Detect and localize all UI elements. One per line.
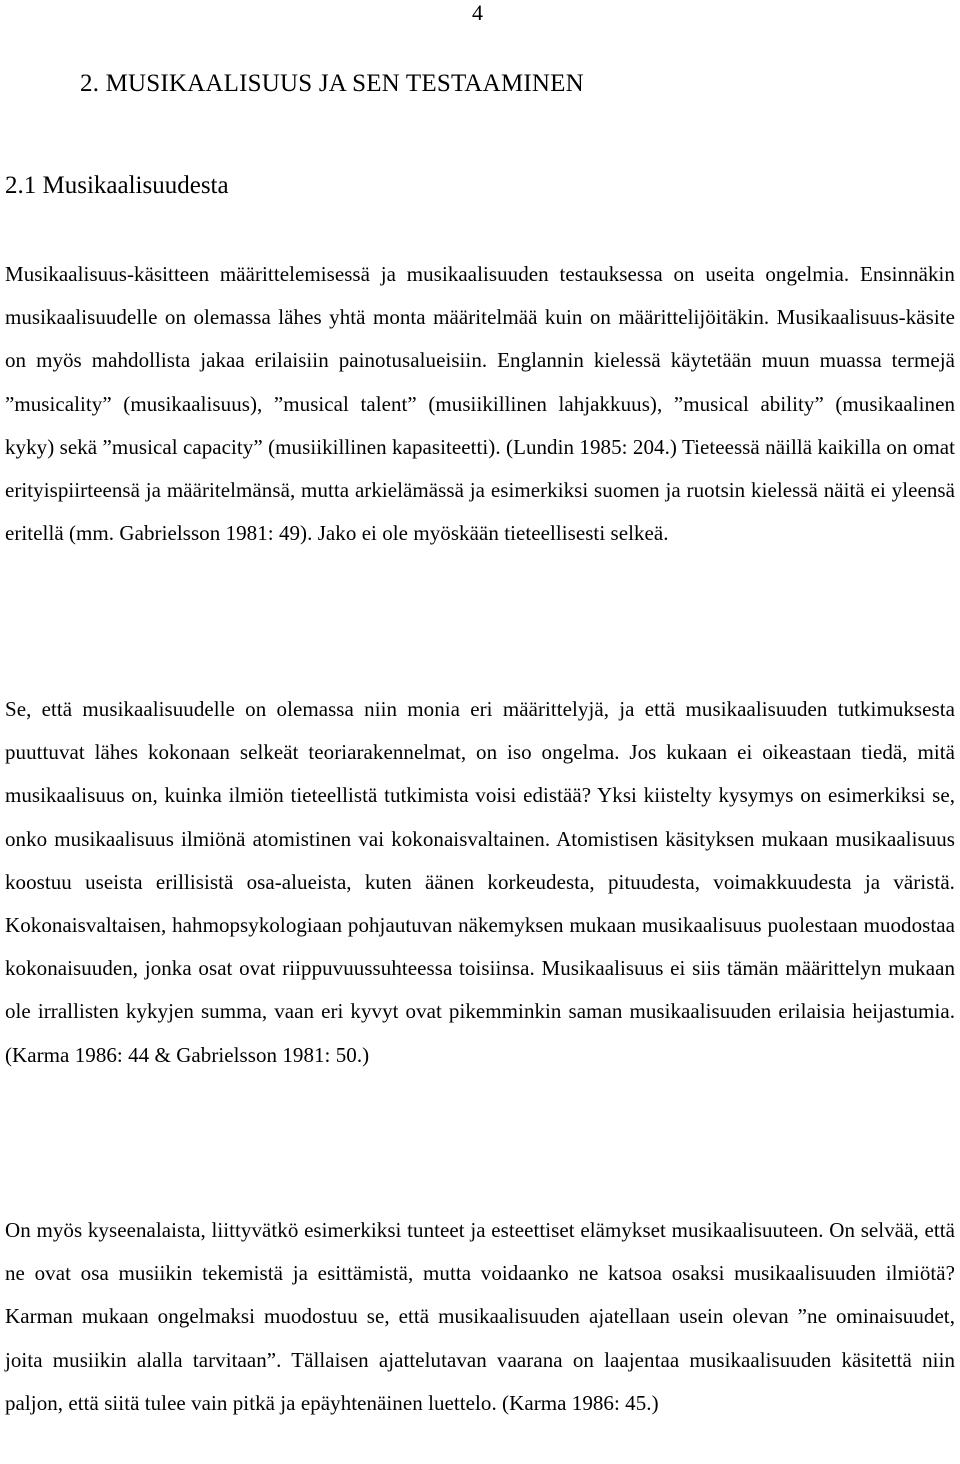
section-title: 2.1 Musikaalisuudesta [5, 172, 229, 199]
paragraph: On myös kyseenalaista, liittyvätkö esimerkiksi tunteet ja esteettiset elämykset musikaalisuuteen. On selvää, että ne ovat osa musiikin tekemistä ja esittämistä, mutta voidaanko ne katsoa osaksi musikaalisuuden ilmiötä? Karman mukaan ongelmaksi muodostuu se, että musikaalisuuden ajatellaan usein olevan ”ne ominaisuudet, joita musiikin alalla tarvitaan”. Tällaisen ajattelutavan vaarana on laajentaa musikaalisuuden käsitettä niin paljon, että siitä tulee vain pitkä ja epäyhtenäinen luettelo. (Karma 1986: 45.) [5, 1218, 955, 1415]
paragraph: Se, että musikaalisuudelle on olemassa niin monia eri määrittelyjä, ja että musikaalisuuden tutkimuksesta puuttuvat lähes kokonaan selkeät teoriarakennelmat, on iso ongelma. Jos kukaan ei oikeastaan tiedä, mitä musikaalisuus on, kuinka ilmiön tieteellistä tutkimista voisi edistää? Yksi kiistelty kysymys on esimerkiksi se, onko musikaalisuus ilmiönä atomistinen vai kokonaisvaltainen. Atomistisen käsityksen mukaan musikaalisuus koostuu useista erillisistä osa-alueista, kuten äänen korkeudesta, pituudesta, voimakkuudesta ja väristä. Kokonaisvaltaisen, hahmopsykologiaan pohjautuvan näkemyksen mukaan musikaalisuus puolestaan muodostaa kokonaisuuden, jonka osat ovat riippuvuussuhteessa toisiinsa. Musikaalisuus ei siis tämän määrittelyn mukaan ole irrallisten kykyjen summa, vaan eri kyvyt ovat pikemminkin saman musikaalisuuden erilaisia heijastumia. (Karma 1986: 44 & Gabrielsson 1981: 50.) [5, 697, 955, 1067]
chapter-title: 2. MUSIKAALISUUS JA SEN TESTAAMINEN [80, 70, 584, 97]
paragraph: Musikaalisuus-käsitteen määrittelemisessä ja musikaalisuuden testauksessa on useita ongelmia. Ensinnäkin musikaalisuudelle on olemassa lähes yhtä monta määritelmää kuin on määrittelijöitäkin. Musikaalisuus-käsite on myös mahdollista jakaa erilaisiin painotusalueisiin. Englannin kielessä käytetään muun muassa termejä ”musicality” (musikaalisuus), ”musical talent” (musiikillinen lahjakkuus), ”musical ability” (musikaalinen kyky) sekä ”musical capacity” (musiikillinen kapasiteetti). (Lundin 1985: 204.) Tieteessä näillä kaikilla on omat erityispiirteensä ja määritelmänsä, mutta arkielämässä ja esimerkiksi suomen ja ruotsin kielessä näitä ei yleensä eritellä (mm. Gabrielsson 1981: 49). Jako ei ole myöskään tieteellisesti selkeä. [5, 262, 955, 546]
page-number: 4 [472, 0, 483, 25]
